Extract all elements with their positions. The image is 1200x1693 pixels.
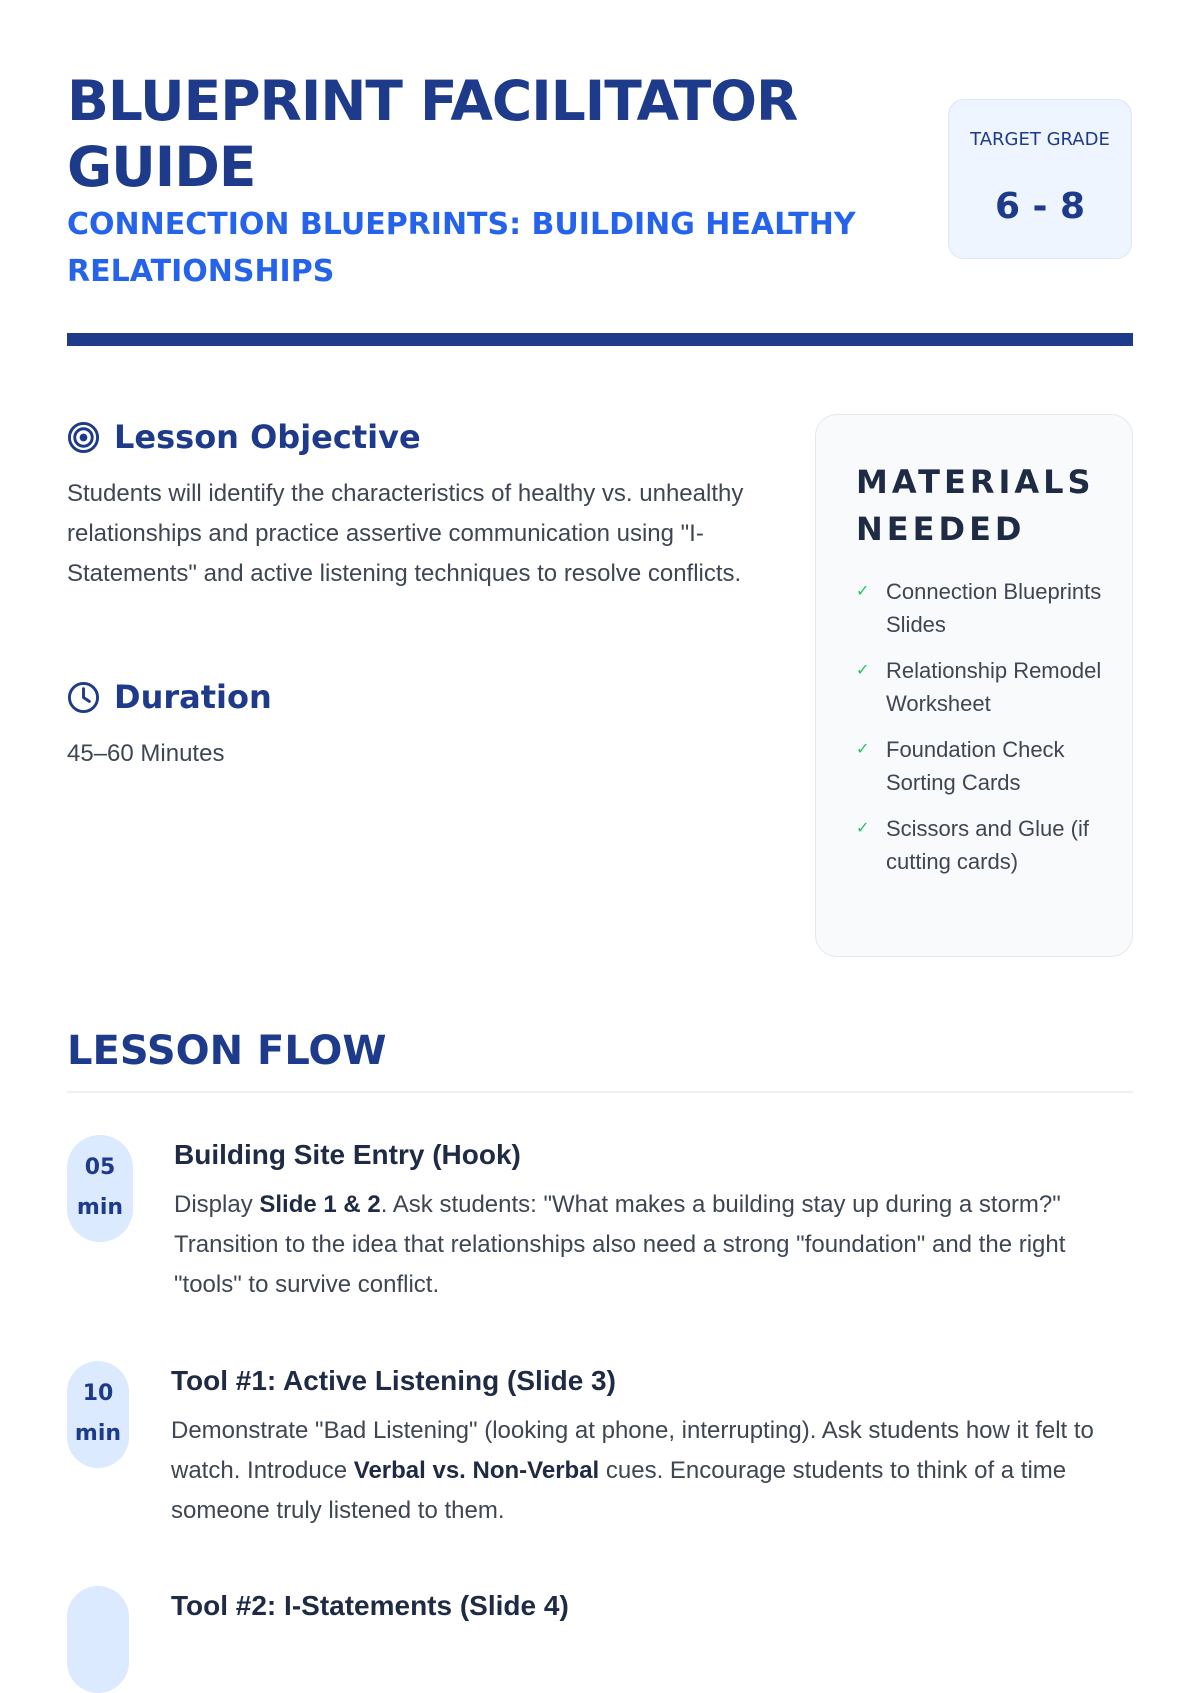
objective-header xyxy=(67,417,421,457)
step-unit: min xyxy=(76,1195,124,1220)
material-label: Connection Blueprints Slides xyxy=(886,579,1102,637)
lesson-flow-divider xyxy=(67,1091,1133,1093)
step-title: Tool #1: Active Listening (Slide 3) xyxy=(171,1365,616,1396)
objective-heading: Lesson Objective xyxy=(114,418,421,456)
step-duration-pill xyxy=(67,1361,129,1468)
page-subtitle: CONNECTION BLUEPRINTS: BUILDING HEALTHY RELATIONSHIPS xyxy=(67,207,856,289)
step-unit: min xyxy=(74,1421,122,1446)
step-duration-pill xyxy=(67,1586,129,1693)
lesson-step xyxy=(67,1135,1133,1315)
material-label: Foundation Check Sorting Cards xyxy=(886,737,1065,795)
lesson-flow-heading: LESSON FLOW xyxy=(67,1028,387,1074)
check-icon: ✓ xyxy=(856,741,870,758)
page-title: BLUEPRINT FACILITATOR GUIDE xyxy=(67,69,798,199)
materials-list xyxy=(856,575,1116,891)
check-icon: ✓ xyxy=(856,820,870,837)
duration-text: 45–60 Minutes xyxy=(67,740,225,767)
emphasis-text: Slide 1 & 2 xyxy=(259,1191,381,1218)
materials-heading: MATERIALS NEEDED xyxy=(856,463,1095,548)
duration-header xyxy=(67,677,272,717)
list-item xyxy=(856,733,1116,799)
list-item xyxy=(856,812,1116,878)
step-title: Building Site Entry (Hook) xyxy=(174,1139,521,1170)
target-icon xyxy=(67,421,100,454)
materials-card xyxy=(815,414,1133,957)
material-label: Scissors and Glue (if cutting cards) xyxy=(886,816,1089,874)
step-duration-pill xyxy=(67,1135,133,1242)
objective-text: Students will identify the characteristics of healthy vs. unhealthy relationships and practice assertive communication using "I-Statements" and active listening techniques to resolve conflicts. xyxy=(67,480,744,587)
header-divider xyxy=(67,333,1133,346)
step-body: Display Slide 1 & 2. Ask students: "What makes a building stay up during a storm?" Transition to the idea that relationships also need a strong "foundation" and the right "tools" to survive conflict. xyxy=(174,1191,1066,1298)
step-minutes: 05 xyxy=(84,1155,116,1180)
list-item xyxy=(856,575,1116,641)
step-minutes: 10 xyxy=(82,1381,114,1406)
grade-label: TARGET GRADE xyxy=(970,129,1110,150)
step-body: Demonstrate "Bad Listening" (looking at phone, interrupting). Ask students how it felt to watch. Introduce Verbal vs. Non-Verbal cues. Encourage students to think of a time someone truly listened to them. xyxy=(171,1417,1094,1524)
check-icon: ✓ xyxy=(856,583,870,600)
target-grade-card xyxy=(948,99,1132,259)
step-title: Tool #2: I-Statements (Slide 4) xyxy=(171,1590,569,1621)
lesson-step xyxy=(67,1361,1133,1541)
duration-heading: Duration xyxy=(114,678,272,716)
list-item xyxy=(856,654,1116,720)
grade-value: 6 - 8 xyxy=(994,186,1086,227)
material-label: Relationship Remodel Worksheet xyxy=(886,658,1102,716)
clock-icon xyxy=(67,681,100,714)
check-icon: ✓ xyxy=(856,662,870,679)
emphasis-text: Verbal vs. Non-Verbal xyxy=(353,1457,600,1484)
lesson-step xyxy=(67,1586,1133,1621)
